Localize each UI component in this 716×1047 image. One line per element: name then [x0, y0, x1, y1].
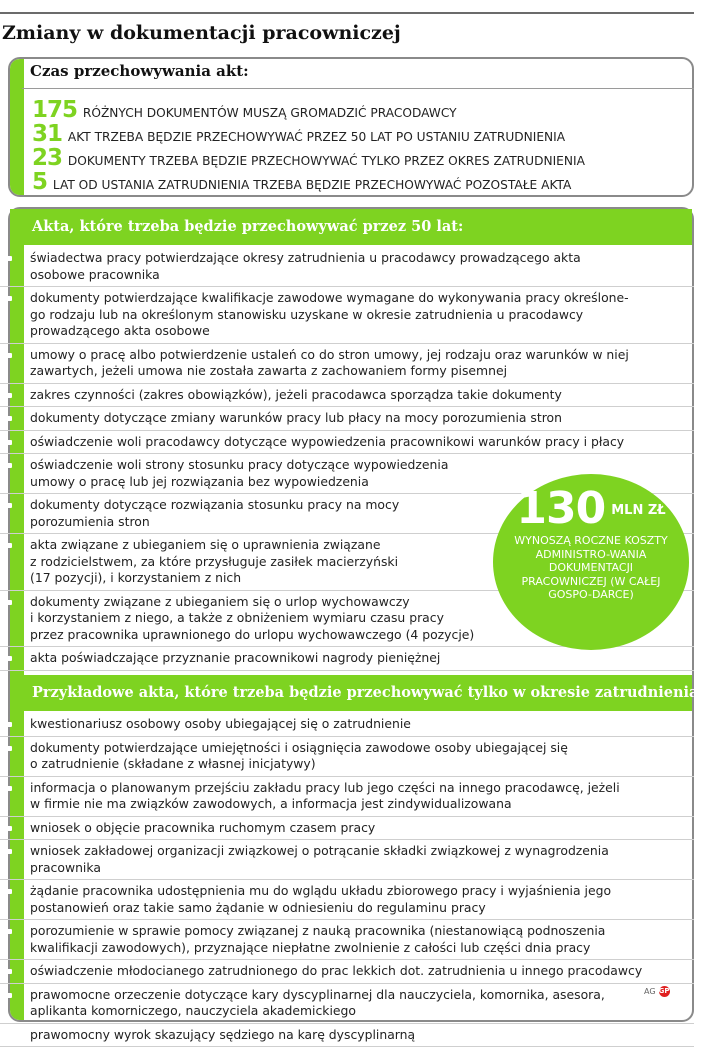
fact-text: RÓŻNYCH DOKUMENTÓW MUSZĄ GROMADZIĆ PRACODAWCY — [79, 106, 457, 120]
list-item — [0, 431, 694, 455]
facts-divider — [22, 88, 694, 89]
list-item-text: akta poświadczające przyznanie pracownikowi nagrody pieniężnej — [30, 650, 694, 667]
list-item-text: dokumenty związane z ubieganiem się o urlop wychowawczy i korzystaniem z niego, a także z obniżeniem wymiaru czasu pracy przez pracownika uprawnionego do urlopu wychowawczego (4 pozycje) — [30, 594, 694, 644]
list-item-text: umowy o pracę albo potwierdzenie ustaleń co do stron umowy, jej rodzaju oraz warunków w niej zawartych, jeżeli umowa nie została zawarta z zachowaniem formy pisemnej — [30, 347, 694, 380]
section-employment-list — [0, 713, 694, 1047]
bullet-icon — [7, 600, 12, 605]
fact-number: 23 — [32, 145, 62, 171]
fact-text: AKT TRZEBA BĘDZIE PRZECHOWYWAĆ PRZEZ 50 LAT PO USTANIU ZATRUDNIENIA — [64, 130, 565, 144]
bullet-icon — [7, 786, 12, 791]
list-item — [0, 287, 694, 344]
bullet-icon — [7, 296, 12, 301]
credit-author: AG — [644, 987, 656, 996]
facts-accent-bar — [10, 59, 24, 195]
list-item — [0, 960, 694, 984]
list-item — [0, 247, 694, 287]
fact-row — [32, 170, 571, 194]
list-item — [0, 344, 694, 384]
list-item-text: dokumenty potwierdzające umiejętności i osiągnięcia zawodowe osoby ubiegającej się o zatrudnienie (składane z własnej inicjatywy) — [30, 740, 694, 773]
list-item-text: oświadczenie woli strony stosunku pracy dotyczące wypowiedzenia umowy o pracę lub jej rozwiązania bez wypowiedzenia — [30, 457, 694, 490]
bullet-icon — [7, 256, 12, 261]
list-item — [0, 920, 694, 960]
bullet-icon — [7, 722, 12, 727]
bullet-icon — [7, 353, 12, 358]
list-item — [0, 647, 694, 671]
list-item-text: akta związane z ubieganiem się o uprawnienia związane z rodzicielstwem, za które przysługuje zasiłek macierzyński (17 pozycji), i korzystaniem z nich — [30, 537, 694, 587]
bullet-icon — [7, 746, 12, 751]
list-item — [0, 713, 694, 737]
list-item — [0, 840, 694, 880]
list-item-text: prawomocny wyrok skazujący sędziego na karę dyscyplinarną — [30, 1027, 694, 1044]
section-employment-heading: Przykładowe akta, które trzeba będzie przechowywać tylko w okresie zatrudnienia — [10, 675, 692, 711]
fact-text: LAT OD USTANIA ZATRUDNIENIA TRZEBA BĘDZIE PRZECHOWYWAĆ POZOSTAŁE AKTA — [49, 178, 571, 192]
list-item — [0, 407, 694, 431]
list-item-text: oświadczenie woli pracodawcy dotyczące wypowiedzenia pracownikowi warunków pracy i płacy — [30, 434, 694, 451]
fact-number: 31 — [32, 121, 62, 147]
list-item-text: żądanie pracownika udostępnienia mu do wglądu układu zbiorowego pracy i wyjaśnienia jego postanowień oraz takie samo żądanie w odniesieniu do regulaminu pracy — [30, 883, 694, 916]
list-item-text: oświadczenie młodocianego zatrudnionego do prac lekkich dot. zatrudnienia u innego pracodawcy — [30, 963, 694, 980]
fact-text: DOKUMENTY TRZEBA BĘDZIE PRZECHOWYWAĆ TYLKO PRZEZ OKRES ZATRUDNIENIA — [64, 154, 585, 168]
list-item — [0, 817, 694, 841]
list-item-text: świadectwa pracy potwierdzające okresy zatrudnienia u pracodawcy prowadzącego akta osobowe pracownika — [30, 250, 694, 283]
fact-row — [32, 122, 565, 146]
list-item-text: wniosek o objęcie pracownika ruchomym czasem pracy — [30, 820, 694, 837]
page-title: Zmiany w dokumentacji pracowniczej — [2, 22, 401, 44]
fact-row — [32, 146, 585, 170]
bullet-icon — [7, 929, 12, 934]
fact-number: 5 — [32, 169, 47, 195]
bullet-icon — [7, 826, 12, 831]
fact-row — [32, 98, 457, 122]
list-item-text: dokumenty dotyczące zmiany warunków pracy lub płacy na mocy porozumienia stron — [30, 410, 694, 427]
cost-callout — [493, 474, 689, 650]
list-item-text: prawomocne orzeczenie dotyczące kary dyscyplinarnej dla nauczyciela, komornika, asesora, aplikanta komorniczego, nauczyciela akademickiego — [30, 987, 694, 1020]
list-item — [0, 984, 694, 1024]
top-rule — [0, 12, 694, 14]
bullet-icon — [7, 993, 12, 998]
cost-value: 130 — [516, 483, 605, 534]
publisher-logo-icon: GP — [659, 986, 670, 997]
cost-description: WYNOSZĄ ROCZNE KOSZTY ADMINISTRO-WANIA DOKUMENTACJI PRACOWNICZEJ (W CAŁEJ GOSPO-DARCE) — [509, 534, 673, 602]
list-item-text: informacja o planowanym przejściu zakładu pracy lub jego części na innego pracodawcę, jeżeli w firmie nie ma związków zawodowych, a informacja jest zindywidualizowana — [30, 780, 694, 813]
bullet-icon — [7, 543, 12, 548]
list-item — [0, 384, 694, 408]
bullet-icon — [7, 1033, 12, 1038]
list-item — [0, 1024, 694, 1047]
list-item — [0, 880, 694, 920]
list-item-text: zakres czynności (zakres obowiązków), jeżeli pracodawca sporządza takie dokumenty — [30, 387, 694, 404]
list-item-text: porozumienie w sprawie pomocy związanej z nauką pracownika (niestanowiącą podnoszenia kwalifikacji zawodowych), przyznające niepłatne zwolnienie z całości lub części dnia pracy — [30, 923, 694, 956]
bullet-icon — [7, 440, 12, 445]
fact-number: 175 — [32, 97, 77, 123]
list-item-text: dokumenty potwierdzające kwalifikacje zawodowe wymagane do wykonywania pracy określone- go rodzaju lub na określonym stanowisku uzyskane w okresie zatrudnienia u pracodawcy prowadzącego akta osobowe — [30, 290, 694, 340]
bullet-icon — [7, 416, 12, 421]
facts-heading: Czas przechowywania akt: — [30, 62, 249, 80]
list-item — [0, 777, 694, 817]
credit — [644, 986, 670, 997]
bullet-icon — [7, 889, 12, 894]
bullet-icon — [7, 393, 12, 398]
cost-unit: MLN ZŁ — [611, 503, 665, 518]
section-50-years-heading: Akta, które trzeba będzie przechowywać przez 50 lat: — [10, 209, 692, 245]
bullet-icon — [7, 503, 12, 508]
list-item-text: dokumenty dotyczące rozwiązania stosunku pracy na mocy porozumienia stron — [30, 497, 694, 530]
bullet-icon — [7, 969, 12, 974]
list-item-text: wniosek zakładowej organizacji związkowej o potrącanie składki związkowej z wynagrodzenia pracownika — [30, 843, 694, 876]
bullet-icon — [7, 849, 12, 854]
list-item — [0, 737, 694, 777]
bullet-icon — [7, 463, 12, 468]
bullet-icon — [7, 656, 12, 661]
list-item-text: kwestionariusz osobowy osoby ubiegającej się o zatrudnienie — [30, 716, 694, 733]
